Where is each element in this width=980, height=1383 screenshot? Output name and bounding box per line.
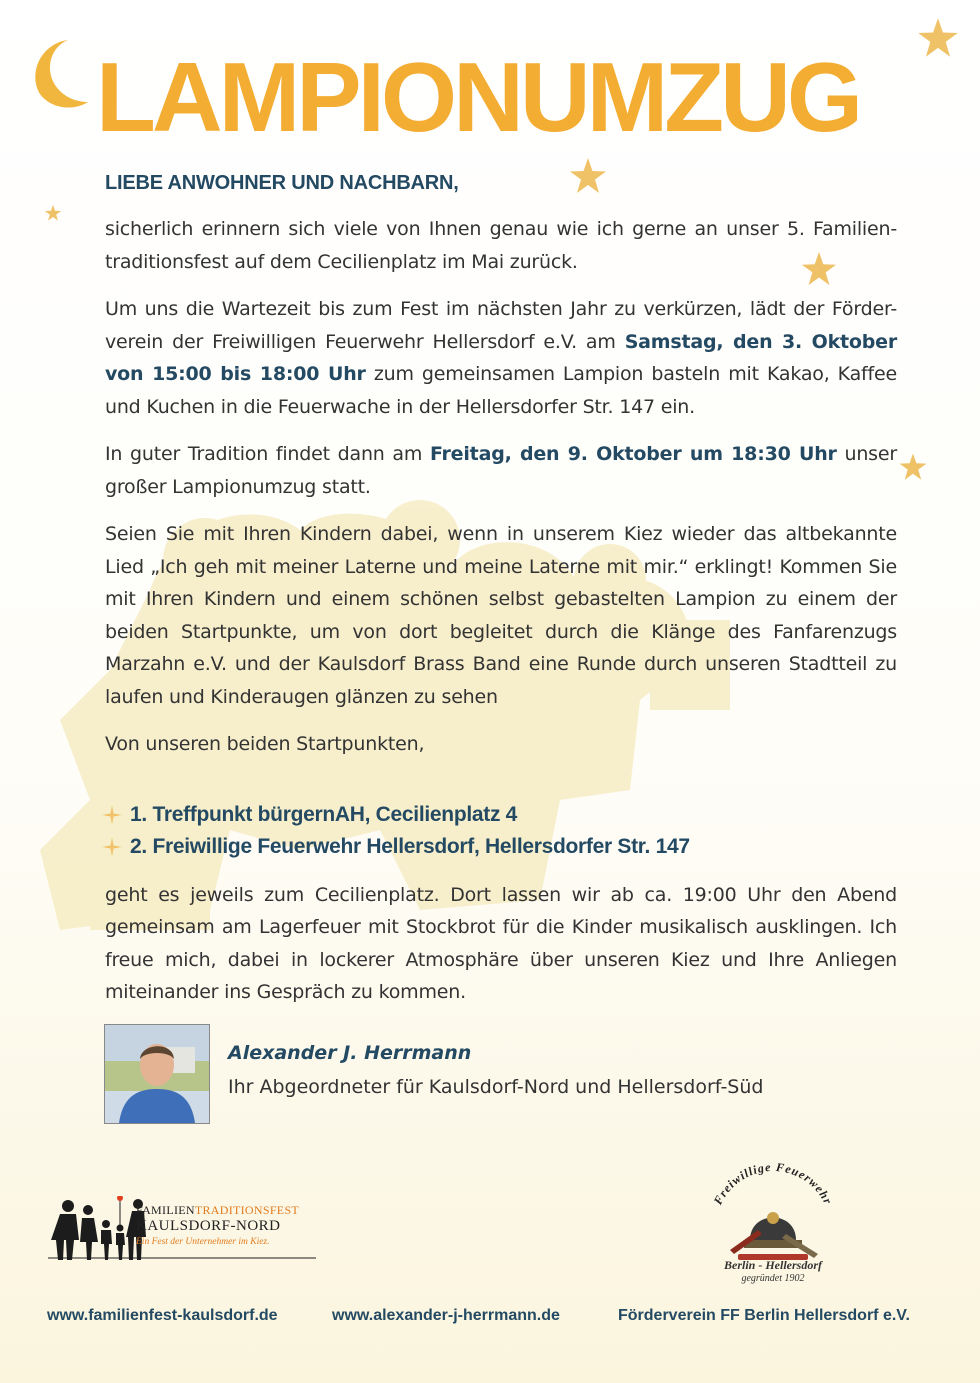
emblem-arc-text: Freiwillige Feuerwehr (710, 1159, 836, 1207)
footer-organization: Förderverein FF Berlin Hellersdorf e.V. (618, 1307, 910, 1324)
parade-date: Freitag, den 9. Oktober um 18:30 Uhr (429, 443, 837, 465)
moon-icon (26, 36, 90, 112)
family-fest-logo-text: FAMILIENTRADITIONSFEST KAULSDORF-NORD Ein Fest der Unternehmer im Kiez. (136, 1203, 300, 1247)
letter-body (105, 172, 897, 1024)
sparkle-bullet-icon (101, 804, 123, 826)
paragraph-intro: sicherlich erinnern sich viele von Ihnen genau wie ich gerne an unser 5. Familien- traditionsfest auf dem Cecilienplatz im Mai zurück. (105, 218, 897, 273)
svg-text:Freiwillige Feuerwehr (710, 1160, 835, 1208)
star-icon (898, 452, 928, 482)
footer-link-familienfest[interactable]: www.familienfest-kaulsdorf.de (47, 1307, 278, 1324)
list-item: 1. Treffpunkt bürgernAH, Cecilienplatz 4 (105, 799, 897, 831)
star-icon (44, 204, 62, 222)
paragraph-parade-date: In guter Tradition findet dann am Freitag, den 9. Oktober um 18:30 Uhr unser großer Lampionumzug statt. (105, 443, 897, 498)
footer-link-herrmann[interactable]: www.alexander-j-herrmann.de (332, 1307, 560, 1324)
startpoint-list (105, 799, 897, 863)
craft-event-date: Samstag, den 3. Oktober von 15:00 bis 18:00 Uhr (105, 330, 897, 385)
signature-role: Ihr Abgeordneter für Kaulsdorf-Nord und Hellersdorf-Süd (228, 1076, 764, 1098)
paragraph-startpoints-intro: Von unseren beiden Startpunkten, (105, 733, 425, 755)
signature-name: Alexander J. Herrmann (228, 1042, 472, 1064)
portrait-photo (104, 1024, 210, 1124)
paragraph-invitation: Seien Sie mit Ihren Kindern dabei, wenn in unserem Kiez wieder das altbekannte Lied „Ich geh mit meiner Laterne und meine Laterne mit mir.“ erklingt! Kommen Sie mit Ihren Kindern und einem schönen selbst gebastelten Lampion zu einem der beiden Startpunkte, um von dort begleitet durch die Klänge des Fanfarenzugs Marzahn e.V. und der Kaulsdorf Brass Band eine Runde durch unseren Stadtteil zu laufen und Kinderaugen glänzen zu sehen (105, 523, 897, 708)
paragraph-closing: geht es jeweils zum Cecilienplatz. Dort lassen wir ab ca. 19:00 Uhr den Abend gemeinsam am Lagerfeuer mit Stockbrot für die Kinder musikalisch ausklingen. Ich freue mich, dabei in lockerer Atmosphäre über unseren Kiez und Ihre Anliegen miteinander ins Gespräch zu kommen. (105, 883, 897, 1003)
star-icon (916, 16, 960, 60)
sparkle-bullet-icon (101, 836, 123, 858)
paragraph-craft-event: Um uns die Wartezeit bis zum Fest im nächsten Jahr zu verkürzen, lädt der Förder- verein der Freiwilligen Feuerwehr Hellersdorf e.V. am Samstag, den 3. Oktober von 15:00 bis 18:00 Uhr zum gemeinsamen Lampion basteln mit Kakao, Kaffee und Kuchen in die Feuerwache in der Hellersdorfer Str. 147 ein. (105, 298, 897, 418)
list-item: 2. Freiwillige Feuerwehr Hellersdorf, Hellersdorfer Str. 147 (105, 831, 897, 863)
page-title: LAMPIONUMZUG (96, 42, 860, 152)
fire-department-emblem-text: Berlin - Hellersdorf gegründet 1902 (724, 1258, 822, 1284)
greeting: LIEBE ANWOHNER UND NACHBARN, (105, 172, 459, 194)
